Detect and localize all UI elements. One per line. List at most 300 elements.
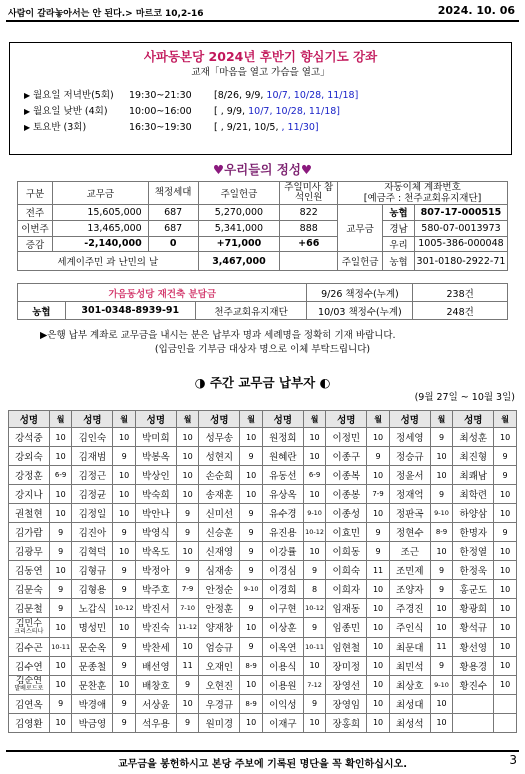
payment-month: 10 <box>430 542 453 561</box>
payment-month: 9 <box>176 675 199 694</box>
schedule-row: ▶ 월요일 낮반 (4회) 10:00~16:00 [ , 9/9, 10/7, 10/28, 11/18] <box>24 106 340 117</box>
payment-month: 10 <box>494 428 517 447</box>
payer-name: 박금영 <box>72 713 113 732</box>
payer-name: 박봉옥 <box>135 447 176 466</box>
payer-name: 정현수 <box>389 523 430 542</box>
payer-name: 신승훈 <box>199 523 240 542</box>
payer-name: 최성대 <box>389 694 430 713</box>
col-header-name: 성명 <box>9 411 50 428</box>
table-row <box>9 466 517 485</box>
payer-name: 원혜란 <box>262 447 303 466</box>
payer-name: 이재구 <box>262 713 303 732</box>
payer-name: 이정민 <box>326 428 367 447</box>
payer-name: 황선영 <box>453 637 494 656</box>
payment-month: 10 <box>430 466 453 485</box>
table-row <box>9 599 517 618</box>
payer-name: 송재훈 <box>199 485 240 504</box>
col-header-name: 성명 <box>326 411 367 428</box>
page-number: 3 <box>509 753 517 767</box>
payer-name: 황진수 <box>453 675 494 694</box>
payment-month: 10 <box>176 542 199 561</box>
payment-month: 6-9 <box>303 466 326 485</box>
payment-month: 7-9 <box>367 485 390 504</box>
payer-name: 임종민 <box>326 618 367 637</box>
bank-name: 농협 <box>383 252 415 271</box>
payer-name: 배창호 <box>135 675 176 694</box>
payer-name: 엄승규 <box>199 637 240 656</box>
payer-name: 박영식 <box>135 523 176 542</box>
payment-month: 9 <box>113 523 136 542</box>
payer-name: 강외숙 <box>9 447 50 466</box>
payment-month: 10 <box>494 580 517 599</box>
payer-name: 명성민 <box>72 618 113 637</box>
payment-month: 10 <box>240 675 263 694</box>
payment-month: 8-9 <box>240 656 263 675</box>
payer-name: 황광희 <box>453 599 494 618</box>
table-row <box>9 504 517 523</box>
payer-name: 김동연 <box>9 561 50 580</box>
payer-name: 안정순 <box>199 580 240 599</box>
payer-name: 유수경 <box>262 504 303 523</box>
payment-month: 10 <box>367 618 390 637</box>
payer-name: 임재동 <box>326 599 367 618</box>
tithe-amount: 13,465,000 <box>52 220 148 236</box>
col-header: 구분 <box>18 182 53 205</box>
payment-month: 10 <box>113 675 136 694</box>
payment-month: 9-10 <box>303 504 326 523</box>
payer-name: 박진숙 <box>135 618 176 637</box>
payer-name: 장미정 <box>326 656 367 675</box>
payment-month: 9 <box>430 656 453 675</box>
bank-name: 우리 <box>383 236 415 252</box>
footer <box>6 750 519 770</box>
payer-name: 오현진 <box>199 675 240 694</box>
payment-month: 9 <box>240 599 263 618</box>
payer-name: 이용식 <box>262 656 303 675</box>
payer-name: 성현지 <box>199 447 240 466</box>
payer-name: 이희숙 <box>326 561 367 580</box>
payment-month: 10 <box>49 713 72 732</box>
payer-name: 이효민 <box>326 523 367 542</box>
payer-name: 이종봉 <box>326 485 367 504</box>
payer-name: 박경애 <box>72 694 113 713</box>
payer-name: 이익성 <box>262 694 303 713</box>
payer-name: 김정균 <box>72 485 113 504</box>
payment-month: 11-12 <box>176 618 199 637</box>
heart-icon: ♥ <box>300 162 313 177</box>
payment-month: 9 <box>367 447 390 466</box>
payment-month: 10 <box>113 428 136 447</box>
table-row <box>9 447 517 466</box>
payment-month: 9 <box>113 656 136 675</box>
payment-month: 9 <box>49 599 72 618</box>
payer-name: 원정희 <box>262 428 303 447</box>
payer-name: 문순옥 <box>72 637 113 656</box>
table-row <box>9 561 517 580</box>
col-header-month: 월 <box>494 411 517 428</box>
payer-name: 박안나 <box>135 504 176 523</box>
col-header-month: 월 <box>113 411 136 428</box>
baptismal-name: 발베로드로 <box>14 685 44 693</box>
payer-name: 홍군도 <box>453 580 494 599</box>
payer-name <box>9 675 50 694</box>
payer-name: 주경진 <box>389 599 430 618</box>
payment-month: 10 <box>494 561 517 580</box>
bank-account: 1005-386-000048 <box>414 236 507 252</box>
payer-name: 황석규 <box>453 618 494 637</box>
payment-month: 10 <box>113 542 136 561</box>
payment-month: 10 <box>367 694 390 713</box>
payment-month: 9 <box>176 561 199 580</box>
stat-value: 238건 <box>413 284 508 302</box>
payer-name: 심재송 <box>199 561 240 580</box>
payer-name: 김수곤 <box>9 637 50 656</box>
payment-month: 9 <box>113 580 136 599</box>
payer-name: 강지나 <box>9 485 50 504</box>
bank-account: 580-07-0013973 <box>414 220 507 236</box>
payment-month: 10 <box>176 447 199 466</box>
payer-name: 유상옥 <box>262 485 303 504</box>
triangle-bullet-icon: ▶ <box>24 123 31 132</box>
payment-month: 10 <box>303 713 326 732</box>
payment-month: 10 <box>494 656 517 675</box>
payment-month: 10 <box>430 599 453 618</box>
payer-name: 최문대 <box>389 637 430 656</box>
tithe-amount: 15,605,000 <box>52 205 148 221</box>
payment-month: 7-12 <box>303 675 326 694</box>
payer-name: 성무송 <box>199 428 240 447</box>
table-row <box>9 542 517 561</box>
payment-month: 9 <box>303 618 326 637</box>
payment-month: 9 <box>494 466 517 485</box>
col-header-month: 월 <box>303 411 326 428</box>
building-fund-table <box>17 283 508 320</box>
payment-month: 10-11 <box>49 637 72 656</box>
payer-name: 이경심 <box>262 561 303 580</box>
payment-month: 9 <box>113 447 136 466</box>
payer-name: 김수연 <box>9 656 50 675</box>
payment-month: 9 <box>303 694 326 713</box>
bank-name: 농협 <box>18 302 66 320</box>
payment-month: 10 <box>49 428 72 447</box>
payment-month: 10 <box>240 466 263 485</box>
payment-month: 10 <box>430 713 453 732</box>
col-header-month: 월 <box>176 411 199 428</box>
payment-month: 9 <box>303 561 326 580</box>
payer-name: 박미희 <box>135 428 176 447</box>
table-row <box>9 675 517 694</box>
payer-name: 우경규 <box>199 694 240 713</box>
payment-month: 9 <box>240 542 263 561</box>
sunday-amount: 5,341,000 <box>198 220 280 236</box>
payment-month: 9 <box>367 542 390 561</box>
payment-month: 9-10 <box>240 580 263 599</box>
payer-name: 김형용 <box>72 580 113 599</box>
payer-name: 정재억 <box>389 485 430 504</box>
heart-icon: ♥ <box>212 162 225 177</box>
payment-month: 9 <box>49 542 72 561</box>
payer-name: 유동선 <box>262 466 303 485</box>
col-header-month: 월 <box>430 411 453 428</box>
payer-name: 권철현 <box>9 504 50 523</box>
payment-month: 9 <box>49 694 72 713</box>
schedule-row: ▶ 월요일 저녁반(5회) 19:30~21:30 [8/26, 9/9, 10/7, 10/28, 11/18] <box>24 90 359 101</box>
payment-month: 9 <box>176 504 199 523</box>
payer-name: 김문숙 <box>9 580 50 599</box>
payment-month: 9 <box>430 485 453 504</box>
payment-month: 9 <box>367 523 390 542</box>
row-label: 이번주 <box>18 220 53 236</box>
col-header-month: 월 <box>367 411 390 428</box>
payer-name: 김혁덕 <box>72 542 113 561</box>
payer-name: 문종철 <box>72 656 113 675</box>
payment-month: 10 <box>49 485 72 504</box>
payer-name: 김진아 <box>72 523 113 542</box>
payment-month: 10 <box>367 428 390 447</box>
payer-name: 강정훈 <box>9 466 50 485</box>
schedule-row: ▶ 토요반 (3회) 16:30~19:30 [ , 9/21, 10/5, , 11/30] <box>24 122 319 133</box>
payer-name: 최쾌남 <box>453 466 494 485</box>
households-count: 0 <box>148 236 198 252</box>
households-count: 687 <box>148 220 198 236</box>
payer-name: 김광무 <box>9 542 50 561</box>
attendance-count: +66 <box>280 236 338 252</box>
households-count: 687 <box>148 205 198 221</box>
payment-note: ▶은행 납부 계좌로 교무금을 내시는 분은 납부자 명과 세례명을 정확히 기재 바랍니다. <box>40 330 396 341</box>
payer-name: 박정아 <box>135 561 176 580</box>
payer-name: 원미경 <box>199 713 240 732</box>
payer-name: 신미선 <box>199 504 240 523</box>
payment-month: 10 <box>494 485 517 504</box>
payer-name: 박상인 <box>135 466 176 485</box>
stat-label: 10/03 책정수(누계) <box>307 302 413 320</box>
payer-name-text: 김민수 <box>15 618 42 629</box>
payer-name: 박숙희 <box>135 485 176 504</box>
payment-month: 10 <box>430 694 453 713</box>
payment-month: 10 <box>367 599 390 618</box>
payer-name-text: 김순연 <box>15 676 42 687</box>
triangle-bullet-icon: ▶ <box>24 91 31 100</box>
payer-name: 장홍희 <box>326 713 367 732</box>
payer-name: 김정근 <box>72 466 113 485</box>
payer-name: 김형규 <box>72 561 113 580</box>
payer-name: 배선영 <box>135 656 176 675</box>
payer-name: 한정욱 <box>453 561 494 580</box>
payer-name: 신재영 <box>199 542 240 561</box>
payment-month: 10 <box>367 637 390 656</box>
table-row <box>9 485 517 504</box>
migrant-day-label: 세계이주민 과 난민의 날 <box>18 252 199 271</box>
payment-month: 10 <box>176 485 199 504</box>
payment-month: 10-12 <box>303 599 326 618</box>
payment-month: 10 <box>176 694 199 713</box>
payer-name: 정승규 <box>389 447 430 466</box>
payment-month: 10 <box>49 561 72 580</box>
payer-name: 장영임 <box>326 694 367 713</box>
lecture-textbook: 교재「마음을 열고 가슴을 열고」 <box>191 67 330 78</box>
payment-month: 10 <box>494 504 517 523</box>
payer-name: 황용경 <box>453 656 494 675</box>
payment-month: 10 <box>367 713 390 732</box>
payment-month: 10 <box>176 466 199 485</box>
payment-month: 10-11 <box>303 637 326 656</box>
attendance-count: 888 <box>280 220 338 236</box>
payment-month: 9 <box>113 694 136 713</box>
payer-name: 이옥연 <box>262 637 303 656</box>
payment-month: 10 <box>49 447 72 466</box>
payment-month: 10 <box>494 599 517 618</box>
row-label: 전주 <box>18 205 53 221</box>
table-row <box>9 694 517 713</box>
payer-name: 박주호 <box>135 580 176 599</box>
payer-name <box>9 618 50 637</box>
payment-month: 10 <box>49 675 72 694</box>
payer-name: 오재인 <box>199 656 240 675</box>
payment-month: 10 <box>367 656 390 675</box>
payment-month: 9 <box>49 523 72 542</box>
payment-month: 9 <box>240 523 263 542</box>
col-header: 주일헌금 <box>198 182 280 205</box>
payment-month: 10 <box>240 485 263 504</box>
payment-month: 10 <box>49 618 72 637</box>
payment-month: 10 <box>240 428 263 447</box>
table-row <box>9 580 517 599</box>
payment-month: 9 <box>240 637 263 656</box>
payment-month: 9-10 <box>430 504 453 523</box>
payment-month: 10 <box>367 466 390 485</box>
table-row <box>9 637 517 656</box>
payment-month: 9 <box>430 428 453 447</box>
bulletin-date: 2024. 10. 06 <box>437 4 515 17</box>
payment-month <box>494 713 517 732</box>
payer-name: 이경희 <box>262 580 303 599</box>
payer-name: 손순희 <box>199 466 240 485</box>
bank-account: 301-0348-8939-91 <box>65 302 195 320</box>
payment-month: 10-12 <box>113 599 136 618</box>
payment-month: 11 <box>176 656 199 675</box>
payment-month: 9-10 <box>430 675 453 694</box>
payment-month: 10 <box>49 504 72 523</box>
payment-month: 10 <box>367 675 390 694</box>
payment-month: 8-9 <box>240 694 263 713</box>
payment-month: 9 <box>113 561 136 580</box>
payer-name: 장영선 <box>326 675 367 694</box>
payer-name: 이희자 <box>326 580 367 599</box>
top-bar <box>6 4 519 22</box>
col-header-name: 성명 <box>135 411 176 428</box>
table-row <box>9 713 517 732</box>
payer-name: 문찬훈 <box>72 675 113 694</box>
account-header: 자동이체 계좌번호 [예금주 : 천주교회유지재단] <box>338 182 508 205</box>
payment-month: 10 <box>303 447 326 466</box>
payer-name: 한정열 <box>453 542 494 561</box>
payment-month: 9 <box>240 561 263 580</box>
payer-name: 김문철 <box>9 599 50 618</box>
payment-month: 10-12 <box>303 523 326 542</box>
payer-name: 조근 <box>389 542 430 561</box>
row-label: 증감 <box>18 236 53 252</box>
bank-name: 농협 <box>383 205 415 221</box>
payment-month: 11 <box>367 561 390 580</box>
col-header-name: 성명 <box>453 411 494 428</box>
payment-month: 8 <box>303 580 326 599</box>
payer-name: 김연옥 <box>9 694 50 713</box>
payment-month: 9 <box>176 523 199 542</box>
payer-name: 김가람 <box>9 523 50 542</box>
payment-month: 10 <box>494 618 517 637</box>
triangle-bullet-icon: ▶ <box>24 107 31 116</box>
col-header-name: 성명 <box>262 411 303 428</box>
payment-month: 10 <box>303 542 326 561</box>
col-header: 교무금 <box>52 182 148 205</box>
payment-month: 9 <box>113 713 136 732</box>
payer-name: 최민석 <box>389 656 430 675</box>
bank-account: 301-0180-2922-71 <box>414 252 507 271</box>
payment-month: 7-10 <box>176 599 199 618</box>
payer-name: 정윤서 <box>389 466 430 485</box>
payer-name: 임현철 <box>326 637 367 656</box>
payment-month: 10 <box>303 656 326 675</box>
payer-name <box>453 713 494 732</box>
payment-month: 10 <box>430 618 453 637</box>
payment-month: 9 <box>240 447 263 466</box>
payment-month: 10 <box>367 580 390 599</box>
col-header: 주일미사 참석인원 <box>280 182 338 205</box>
bank-account: 807-17-000515 <box>414 205 507 221</box>
payer-name: 정세영 <box>389 428 430 447</box>
payment-month: 9 <box>494 447 517 466</box>
payer-name: 최성석 <box>389 713 430 732</box>
payer-name: 강석중 <box>9 428 50 447</box>
payer-name: 박진서 <box>135 599 176 618</box>
payment-note-sub: (입금인을 기부금 대상자 명으로 이체 부탁드립니다) <box>154 344 371 355</box>
payment-month: 9 <box>113 637 136 656</box>
payer-name: 정판곡 <box>389 504 430 523</box>
payer-name: 한명자 <box>453 523 494 542</box>
gospel-notice: 사람이 갈라놓아서는 안 된다.> 마르코 10,2-16 <box>8 9 204 19</box>
payer-name: 최진형 <box>453 447 494 466</box>
payer-name: 김정일 <box>72 504 113 523</box>
tithe-amount: -2,140,000 <box>52 236 148 252</box>
col-header-month: 월 <box>240 411 263 428</box>
payment-month: 10 <box>113 504 136 523</box>
payer-name: 박옥도 <box>135 542 176 561</box>
sunday-account-label: 주일헌금 <box>338 252 383 271</box>
payer-name: 최성훈 <box>453 428 494 447</box>
table-row <box>9 656 517 675</box>
payment-month: 10 <box>113 485 136 504</box>
table-row <box>9 523 517 542</box>
payment-month: 9 <box>176 713 199 732</box>
payment-month: 10 <box>367 504 390 523</box>
payment-month: 10 <box>49 656 72 675</box>
payer-name: 서상윤 <box>135 694 176 713</box>
col-header-name: 성명 <box>72 411 113 428</box>
table-row <box>9 618 517 637</box>
col-header: 책정세대 <box>148 182 198 205</box>
col-header-month: 월 <box>49 411 72 428</box>
baptismal-name: 크리스티나 <box>14 627 44 635</box>
payer-name: 이용원 <box>262 675 303 694</box>
col-header-name: 성명 <box>199 411 240 428</box>
payer-name: 하양삼 <box>453 504 494 523</box>
payment-month: 6-9 <box>49 466 72 485</box>
payer-name: 박찬세 <box>135 637 176 656</box>
payer-name: 조민제 <box>389 561 430 580</box>
offerings-title: ♥우리들의 정성♥ <box>212 162 313 177</box>
payer-name: 조양자 <box>389 580 430 599</box>
offerings-table <box>17 181 508 271</box>
